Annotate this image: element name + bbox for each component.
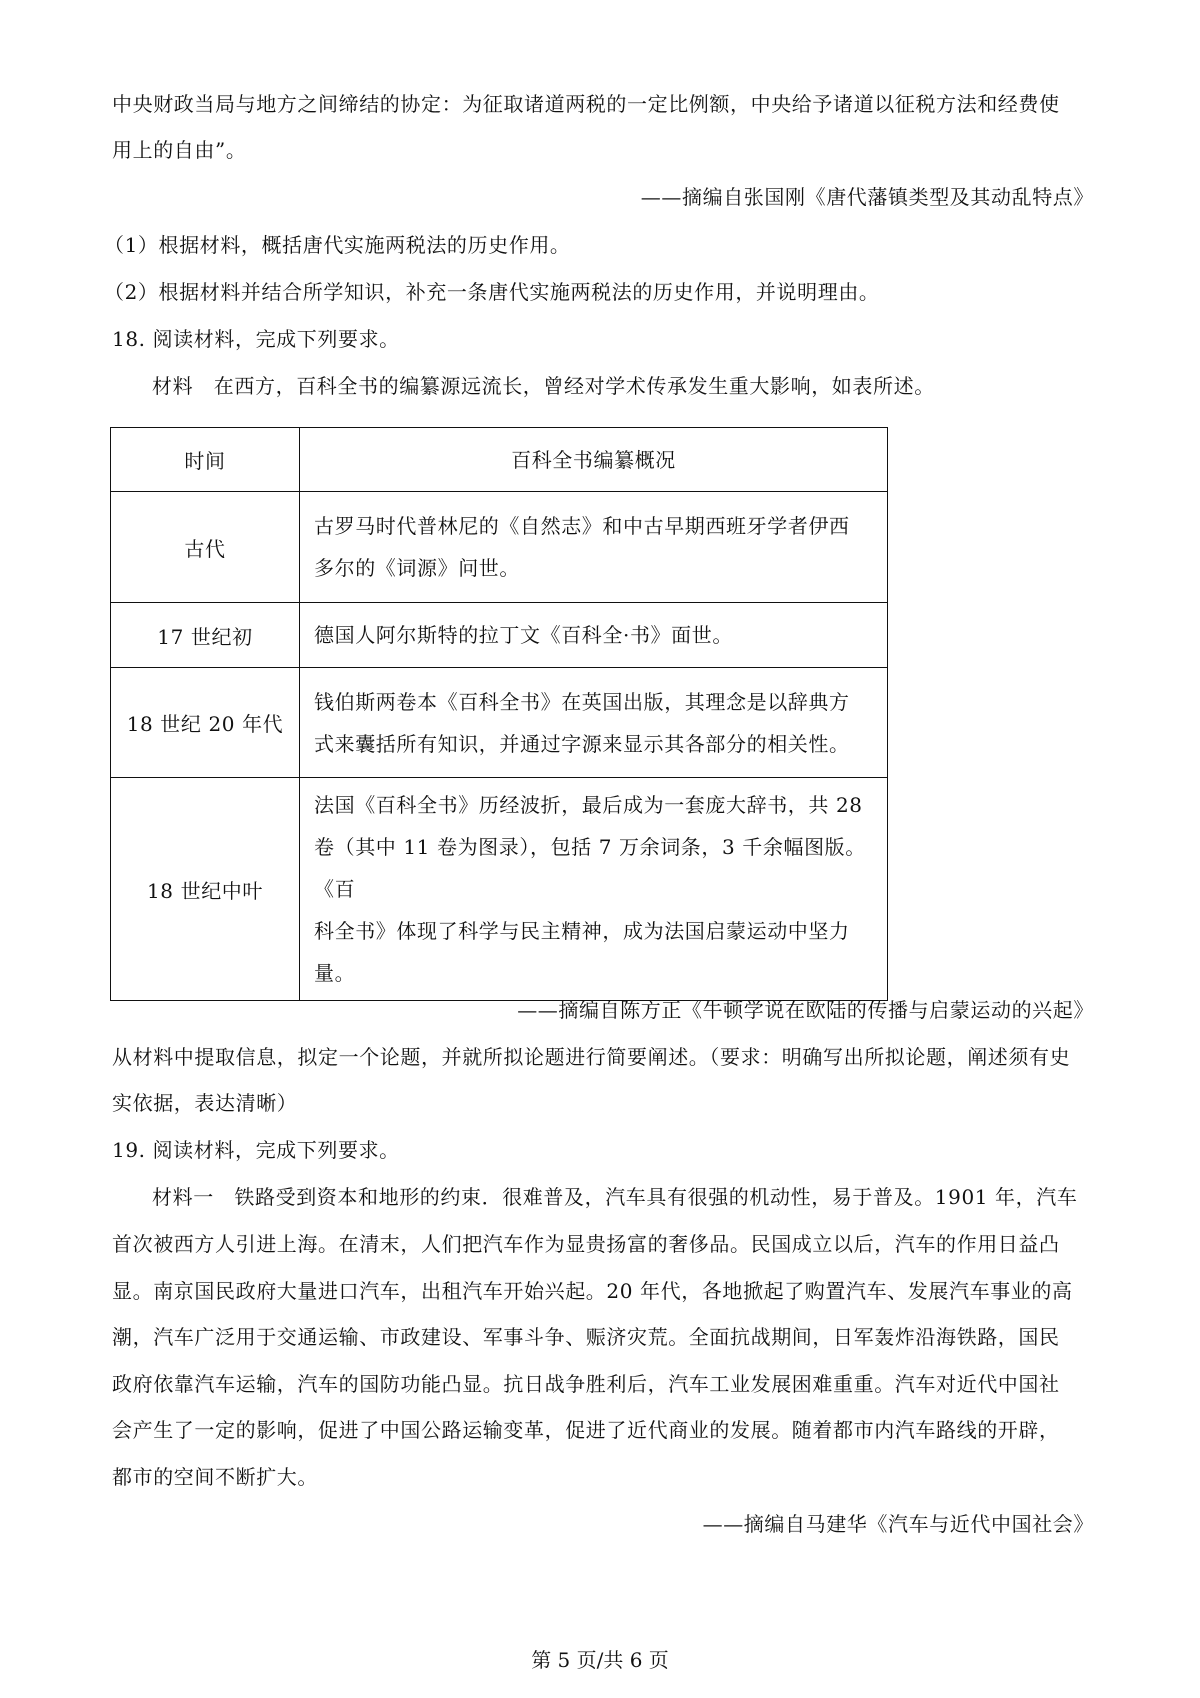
encyclopedia-table — [110, 427, 888, 1001]
source-citation-18: ——摘编自陈方正《牛顿学说在欧陆的传播与启蒙运动的兴起》 — [517, 998, 1094, 1022]
cell-line: 古罗马时代普林尼的《自然志》和中古早期西班牙学者伊西 — [314, 514, 850, 538]
question-19-material-line: 显。南京国民政府大量进口汽车，出租汽车开始兴起。20 年代，各地掀起了购置汽车、发展汽车事业的高 — [112, 1279, 1073, 1303]
question-17-1: （1）根据材料，概括唐代实施两税法的历史作用。 — [104, 233, 571, 257]
question-19-material-line: 会产生了一定的影响，促进了中国公路运输变革，促进了近代商业的发展。随着都市内汽车路线的开辟， — [112, 1418, 1060, 1442]
question-19-material-line: 材料一 铁路受到资本和地形的约束．很难普及，汽车具有很强的机动性，易于普及。1901 年，汽车 — [152, 1185, 1078, 1209]
table-header-overview: 百科全书编纂概况 — [300, 428, 888, 492]
cell-line: 多尔的《词源》问世。 — [314, 556, 520, 580]
cell-line: 卷（其中 11 卷为图录），包括 7 万余词条，3 千余幅图版。《百 — [314, 835, 866, 901]
question-18-requirement: 从材料中提取信息，拟定一个论题，并就所拟论题进行简要阐述。（要求：明确写出所拟论题，阐述须有史 — [112, 1045, 1071, 1069]
table-row — [111, 492, 888, 603]
question-19-title: 19. 阅读材料，完成下列要求。 — [112, 1138, 400, 1162]
source-citation-17: ——摘编自张国刚《唐代藩镇类型及其动乱特点》 — [640, 185, 1094, 209]
question-17-2: （2）根据材料并结合所学知识，补充一条唐代实施两税法的历史作用，并说明理由。 — [104, 280, 880, 304]
question-18-requirement: 实依据，表达清晰） — [112, 1091, 298, 1115]
cell-line: 量。 — [314, 961, 356, 985]
table-row — [111, 668, 888, 778]
table-header-time: 时间 — [111, 428, 300, 492]
material-text-line: 中央财政当局与地方之间缔结的协定：为征取诸道两税的一定比例额，中央给予诸道以征税方法和经费使 — [112, 92, 1060, 116]
table-cell-time: 18 世纪 20 年代 — [111, 668, 300, 778]
table-cell-overview — [300, 492, 888, 603]
table-cell-overview — [300, 778, 888, 1001]
table-cell-overview — [300, 668, 888, 778]
question-18-material: 材料 在西方，百科全书的编纂源远流长，曾经对学术传承发生重大影响，如表所述。 — [152, 374, 935, 398]
cell-line: 式来囊括所有知识，并通过字源来显示其各部分的相关性。 — [314, 731, 850, 756]
question-19-material-line: 潮，汽车广泛用于交通运输、市政建设、军事斗争、赈济灾荒。全面抗战期间，日军轰炸沿海铁路，国民 — [112, 1325, 1060, 1349]
page-number-footer: 第 5 页/共 6 页 — [531, 1648, 669, 1672]
table-header-row — [111, 428, 888, 492]
table-cell-time: 18 世纪中叶 — [111, 778, 300, 1001]
cell-line: 德国人阿尔斯特的拉丁文《百科全·书》面世。 — [314, 623, 733, 647]
question-19-material-line: 政府依靠汽车运输，汽车的国防功能凸显。抗日战争胜利后，汽车工业发展困难重重。汽车对近代中国社 — [112, 1372, 1060, 1396]
cell-line: 科全书》体现了科学与民主精神，成为法国启蒙运动中坚力 — [314, 919, 850, 943]
question-19-material-line: 都市的空间不断扩大。 — [112, 1465, 318, 1489]
material-text-line: 用上的自由”。 — [112, 138, 247, 162]
table-cell-time: 17 世纪初 — [111, 603, 300, 668]
question-19-material-line: 首次被西方人引进上海。在清末，人们把汽车作为显贵扬富的奢侈品。民国成立以后，汽车的作用日益凸 — [112, 1232, 1060, 1256]
table-row — [111, 603, 888, 668]
question-18-title: 18. 阅读材料，完成下列要求。 — [112, 327, 400, 351]
cell-line: 钱伯斯两卷本《百科全书》在英国出版，其理念是以辞典方 — [314, 689, 850, 714]
table-cell-time: 古代 — [111, 492, 300, 603]
cell-line: 法国《百科全书》历经波折，最后成为一套庞大辞书，共 28 — [314, 793, 863, 817]
table-cell-overview — [300, 603, 888, 668]
source-citation-19: ——摘编自马建华《汽车与近代中国社会》 — [702, 1512, 1094, 1536]
table-row — [111, 778, 888, 1001]
